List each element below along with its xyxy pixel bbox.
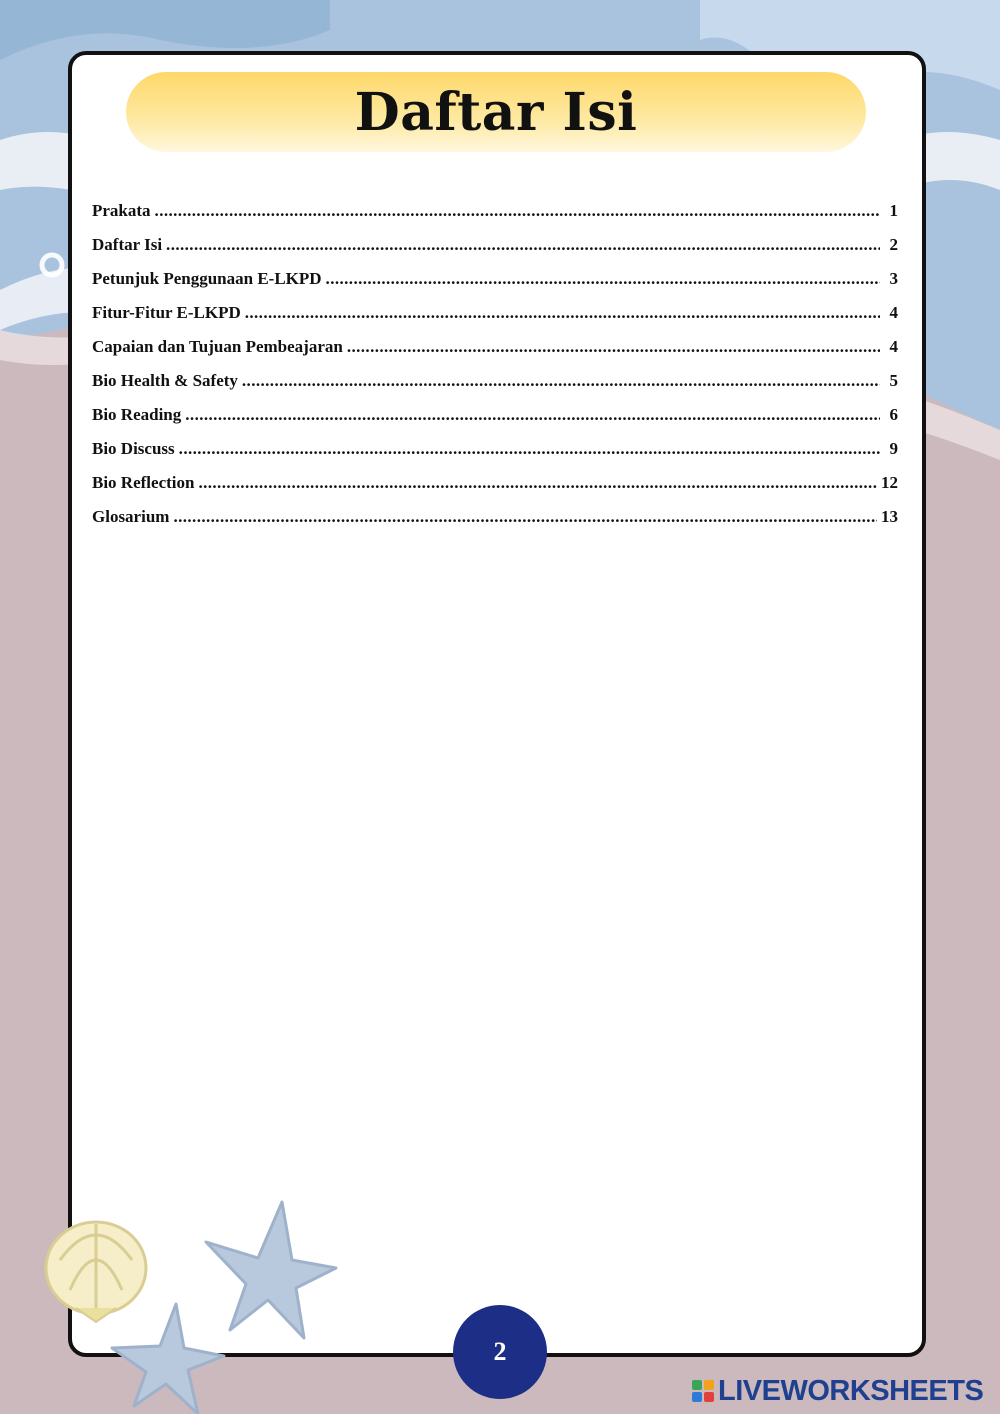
table-of-contents — [92, 201, 898, 541]
toc-entry-label: Bio Reflection — [92, 473, 195, 492]
page-number: 2 — [493, 1337, 507, 1366]
toc-leader-dots — [185, 405, 880, 425]
toc-entry-page: 9 — [889, 439, 898, 458]
toc-leader-dots — [326, 269, 880, 289]
toc-entry-label: Bio Reading — [92, 405, 182, 424]
toc-entry[interactable] — [92, 337, 898, 371]
toc-entry-page: 6 — [889, 405, 898, 424]
toc-entry-label: Capaian dan Tujuan Pembeajaran — [92, 337, 343, 356]
toc-entry-label: Prakata — [92, 201, 151, 220]
toc-entry[interactable] — [92, 303, 898, 337]
toc-entry[interactable] — [92, 507, 898, 541]
toc-entry-page: 2 — [889, 235, 898, 254]
page-title: Daftar Isi — [354, 81, 638, 143]
toc-leader-dots — [245, 303, 880, 323]
title-banner — [126, 72, 866, 152]
toc-entry-page: 12 — [881, 473, 898, 492]
toc-entry-page: 1 — [889, 201, 898, 220]
toc-entry-page: 13 — [881, 507, 898, 526]
seashell-starfish-decoration — [0, 1180, 360, 1414]
seashell-icon — [46, 1222, 146, 1322]
starfish-icon — [206, 1202, 336, 1338]
starfish-icon — [112, 1304, 224, 1414]
page-number-badge — [453, 1305, 547, 1399]
toc-entry-page: 3 — [889, 269, 898, 288]
toc-entry[interactable] — [92, 371, 898, 405]
toc-entry-page: 5 — [889, 371, 898, 390]
toc-leader-dots — [155, 201, 880, 221]
toc-leader-dots — [179, 439, 880, 459]
toc-entry[interactable] — [92, 201, 898, 235]
toc-leader-dots — [198, 473, 877, 493]
toc-entry-label: Bio Health & Safety — [92, 371, 238, 390]
toc-entry-label: Petunjuk Penggunaan E-LKPD — [92, 269, 322, 288]
toc-entry-label: Glosarium — [92, 507, 170, 526]
toc-entry[interactable] — [92, 235, 898, 269]
toc-entry[interactable] — [92, 269, 898, 303]
toc-entry[interactable] — [92, 473, 898, 507]
toc-entry-page: 4 — [889, 303, 898, 322]
toc-leader-dots — [347, 337, 880, 357]
toc-entry[interactable] — [92, 439, 898, 473]
toc-entry-label: Daftar Isi — [92, 235, 163, 254]
liveworksheets-logo-icon — [692, 1380, 714, 1402]
toc-entry-label: Bio Discuss — [92, 439, 175, 458]
liveworksheets-branding[interactable] — [692, 1374, 983, 1408]
toc-leader-dots — [242, 371, 880, 391]
toc-entry-label: Fitur-Fitur E-LKPD — [92, 303, 241, 322]
toc-entry-page: 4 — [889, 337, 898, 356]
toc-leader-dots — [173, 507, 877, 527]
brand-name: LIVEWORKSHEETS — [718, 1374, 984, 1407]
toc-leader-dots — [166, 235, 880, 255]
toc-entry[interactable] — [92, 405, 898, 439]
